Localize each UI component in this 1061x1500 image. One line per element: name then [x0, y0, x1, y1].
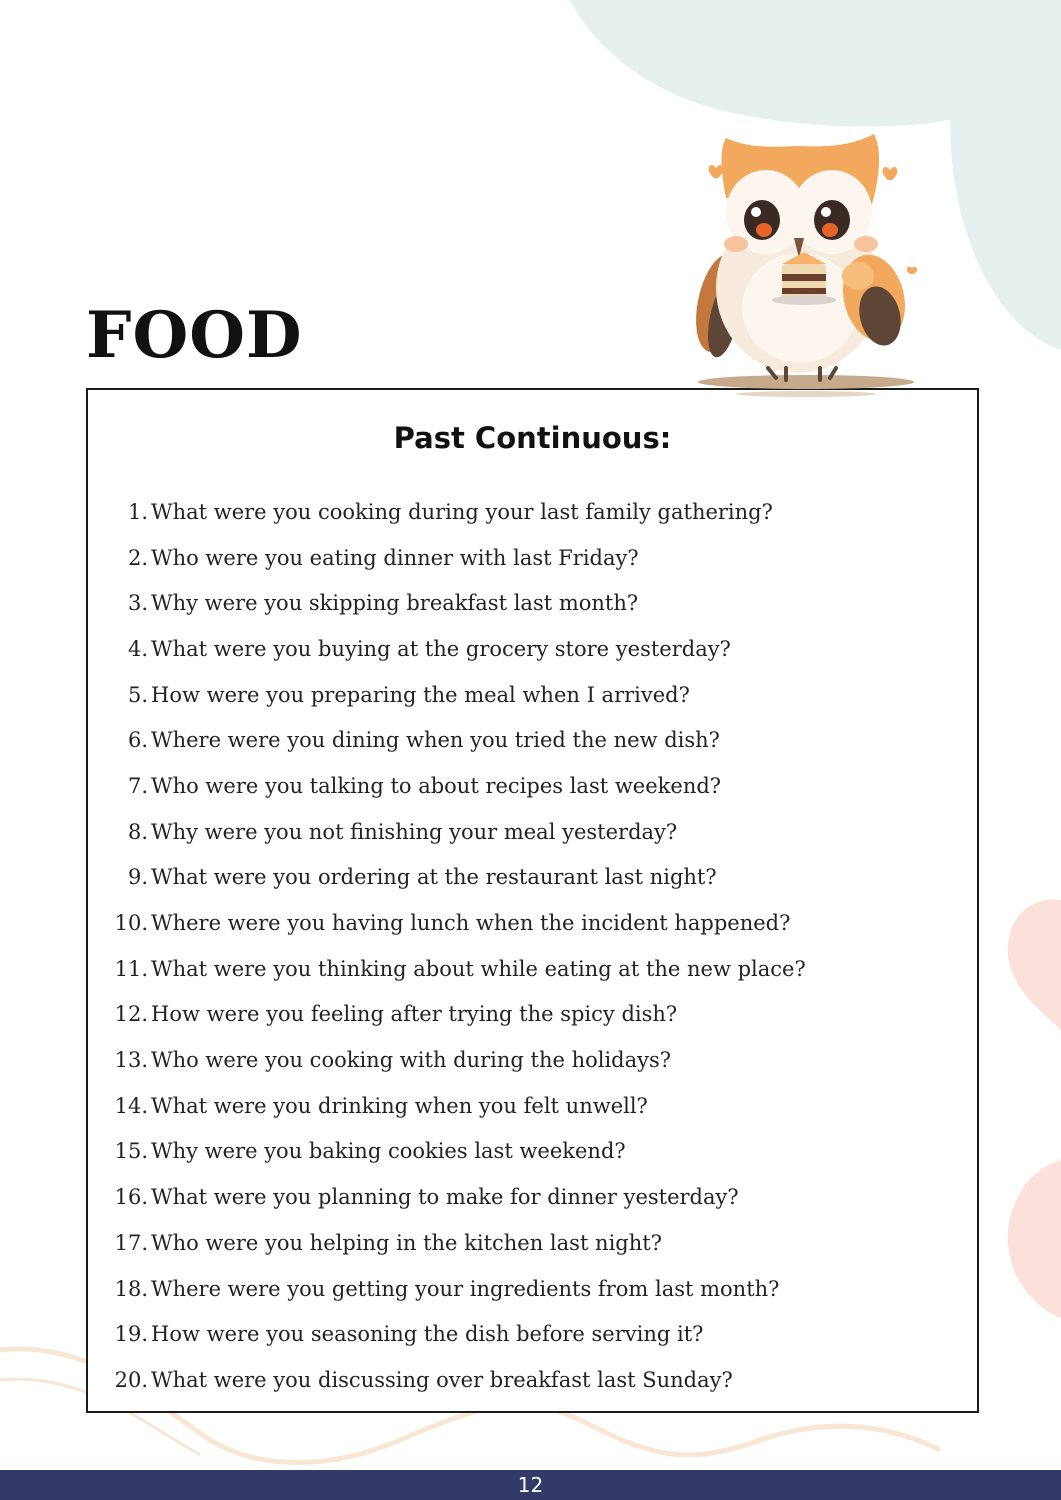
question-text: Who were you cooking with during the holidays?	[151, 1048, 672, 1073]
question-text: How were you seasoning the dish before serving it?	[151, 1322, 704, 1347]
list-item	[88, 809, 806, 855]
question-text: Why were you skipping breakfast last month?	[151, 591, 639, 616]
list-item	[88, 1311, 806, 1357]
question-text: Where were you having lunch when the incident happened?	[151, 911, 791, 936]
list-item	[88, 992, 806, 1038]
footer-bar	[0, 1470, 1061, 1500]
question-text: Where were you getting your ingredients from last month?	[151, 1276, 780, 1301]
list-item	[88, 763, 806, 809]
box-heading: Past Continuous:	[393, 421, 672, 455]
list-item	[88, 580, 806, 626]
list-item	[88, 1037, 806, 1083]
question-text: How were you preparing the meal when I arrived?	[151, 682, 690, 707]
question-number: 6.	[127, 728, 148, 753]
list-item	[88, 1266, 806, 1312]
question-number: 5.	[127, 682, 148, 707]
list-item	[88, 717, 806, 763]
question-text: What were you buying at the grocery store yesterday?	[151, 636, 731, 661]
question-number: 19.	[114, 1322, 148, 1347]
question-number: 20.	[114, 1367, 148, 1392]
list-item	[88, 489, 806, 535]
list-item	[88, 1174, 806, 1220]
owl-with-cake-illustration	[690, 128, 922, 406]
question-number: 12.	[114, 1002, 148, 1027]
question-text: What were you drinking when you felt unwell?	[151, 1093, 648, 1118]
question-number: 3.	[127, 591, 148, 616]
question-number: 11.	[114, 956, 148, 981]
question-number: 18.	[114, 1276, 148, 1301]
list-item	[88, 535, 806, 581]
list-item	[88, 1220, 806, 1266]
page-title: FOOD	[86, 298, 303, 373]
question-text: Who were you helping in the kitchen last night?	[151, 1230, 662, 1255]
question-text: What were you discussing over breakfast last Sunday?	[151, 1367, 733, 1392]
list-item	[88, 626, 806, 672]
question-number: 17.	[114, 1230, 148, 1255]
question-number: 16.	[114, 1185, 148, 1210]
list-item	[88, 1083, 806, 1129]
question-number: 9.	[127, 865, 148, 890]
question-number: 15.	[114, 1139, 148, 1164]
question-list	[88, 489, 806, 1403]
question-text: What were you planning to make for dinner yesterday?	[151, 1185, 739, 1210]
peach-blob-shape	[1008, 899, 1061, 1030]
page-number: 12	[517, 1473, 544, 1497]
list-item	[88, 672, 806, 718]
list-item	[88, 1129, 806, 1175]
list-item	[88, 855, 806, 901]
question-text: Who were you eating dinner with last Friday?	[151, 545, 639, 570]
question-number: 7.	[127, 773, 148, 798]
question-text: Why were you baking cookies last weekend?	[151, 1139, 626, 1164]
list-item	[88, 900, 806, 946]
list-item	[88, 1357, 806, 1403]
question-text: Who were you talking to about recipes last weekend?	[151, 773, 722, 798]
question-number: 14.	[114, 1093, 148, 1118]
peach-circle-shape	[1008, 1160, 1061, 1318]
question-text: Where were you dining when you tried the new dish?	[151, 728, 720, 753]
question-number: 13.	[114, 1048, 148, 1073]
question-text: How were you feeling after trying the spicy dish?	[151, 1002, 678, 1027]
question-number: 10.	[114, 911, 148, 936]
question-text: Why were you not finishing your meal yesterday?	[151, 819, 678, 844]
question-text: What were you cooking during your last family gathering?	[151, 499, 773, 524]
question-number: 4.	[127, 636, 148, 661]
question-text: What were you thinking about while eating at the new place?	[151, 956, 806, 981]
questions-box	[86, 388, 979, 1413]
question-number: 1.	[127, 499, 148, 524]
list-item	[88, 946, 806, 992]
question-text: What were you ordering at the restaurant last night?	[151, 865, 717, 890]
question-number: 2.	[127, 545, 148, 570]
question-number: 8.	[127, 819, 148, 844]
